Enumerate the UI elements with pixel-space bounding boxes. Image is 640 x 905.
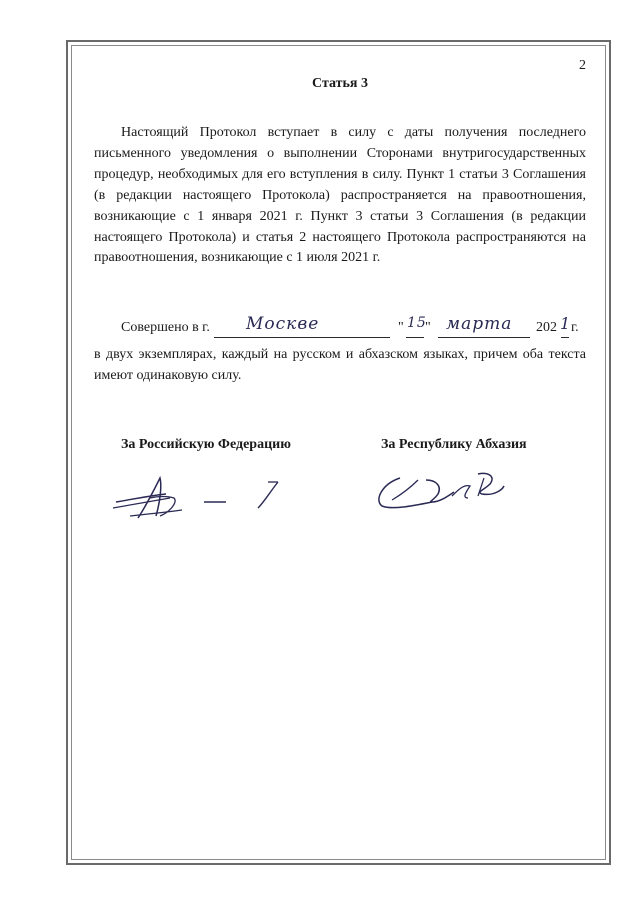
city-handwritten: Москве [246,314,320,334]
signature-abkhazia [372,466,522,526]
day-underline [406,337,424,338]
city-underline [214,337,390,338]
quote-open: " [398,320,404,335]
day-handwritten: 15 [407,315,427,331]
year-prefix: 202 [536,320,557,335]
month-underline [438,337,530,338]
done-prefix: Совершено в г. [121,320,210,335]
signature-title-abkhazia: За Республику Абхазия [381,437,527,452]
year-suffix: г. [571,320,579,335]
main-paragraph: Настоящий Протокол вступает в силу с даты получения последнего письменного уведомления о выполнении Сторонами внутригосударственных процедур, необходимых для его вступления в силу. Пункт 1 статьи 3 Соглашения (в редакции настоящего Протокола) распространяется на правоотношения, возникающие с 1 января 2021 г. Пункт 3 статьи 3 Соглашения (в редакции настоящего Протокола) и статья 2 настоящего Протокола распространяются на правоотношения, возникающие с 1 июля 2021 г. [94,125,586,266]
signature-russia [108,472,288,532]
done-line [94,314,586,342]
done-continuation: в двух экземплярах, каждый на русском и абхазском языках, причем оба текста имеют одинаковую силу. [94,347,586,383]
page-number: 2 [579,58,586,73]
year-underline [561,337,569,338]
month-handwritten: марта [446,314,513,334]
article-title: Статья 3 [312,76,368,91]
quote-close: " [425,320,431,335]
signature-title-russia: За Российскую Федерацию [121,437,291,452]
year-handwritten: 1 [560,314,572,333]
